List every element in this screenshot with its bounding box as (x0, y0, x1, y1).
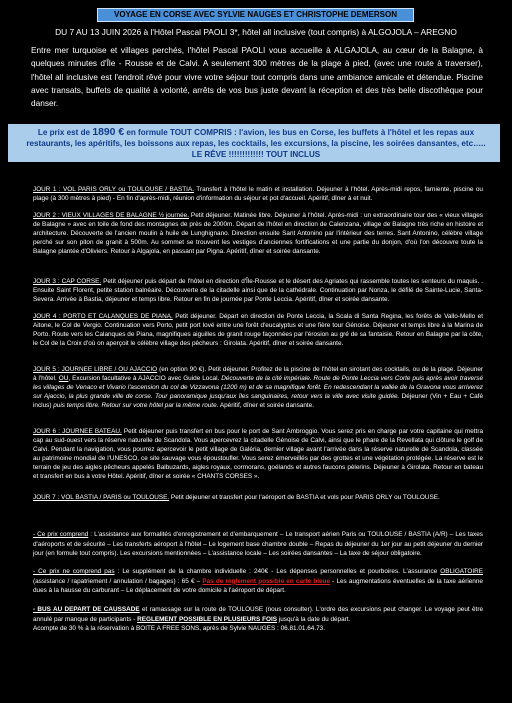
day-7-text: Petit déjeuner et transfert pour l'aéroport de BASTIA et vols pour PARIS ORLY ou TOULOUSE. (169, 494, 440, 501)
day-1-text: Transfert à l'hôtel le matin et installation. Déjeuner à l'hôtel. Après-midi repos, farniente, piscine ou plage (à 300 mètres à pied) - En fin d'après-midi, réunion d'information du séjour et pot d'accueil. Apéritif, dîner à et nuit. (33, 186, 483, 202)
day-3 (33, 278, 483, 305)
deposit-info: Acompte de 30 % à la réservation à BOITE A FREE SONS, après de Sylvie NAUGES : 06.81.01.64.73. (33, 625, 325, 632)
bus-info-text-1: et ramassage sur la route de TOULOUSE (nous consulter). L'ordre des excursions peut changer. Le voyage peut être annulé par manque de participants - (33, 606, 483, 623)
day-2-text: Petit déjeuner. Matinée libre. Déjeuner à l'hôtel. Après-midi : un extraordinaire tour des « vieux villages de Balagne » avec en toile de fond des montagnes de près de 2000m. Départ de l'hôtel en direction de Calenzana, village de Balagne très riche en histoire et architecture. Découverte de l'ancien moulin à huile de Lunghignano. Direction ensuite Sant Antonino par l'intérieur des terres. Sant Antonino, célèbre village perché sur son piton de granit à 500m. Au sommet se trouvent les vestiges d'anciennes fortifications et une partie du donjon, d'où l'on découvre toute la Balagne plantée d'Oliviers. Retour à Algajola, en passant par Pigna. Apéritif, dîner et soirée dansante. (33, 212, 483, 255)
bus-info (33, 605, 483, 634)
day-6-text: Petit déjeuner puis transfert en bus pour le port de Sant Ambroggio. Vous serez pris en charge par votre capitaine qui mettra cap au sud-ouest vers la réserve naturelle de Scandola. Vous apercevrez la citadelle Génoise de Calvi, ainsi que le phare de la Revellata qui clôture le golf de Calvi. Pendant la navigation, vous pourrez apercevoir le petit village de Galéria, dernier village avant l'arrivée dans la réserve naturelle de Scandola, classée au patrimoine mondial de l'UNESCO, ce site sauvage vous époustoufler. Vous serez émerveillés par des grottes et une végétation protégée. La réserve est le terrain de jeu des aigles pêcheurs appelés Balbuzards, aigles royaux, cormorans, goélands et autres faucons pèlerins. Déjeuner à Girolata. Retour en bateau et transfert en bus à votre Hôtel. Apéritif, dîner et soirée « CHANTS CORSES ». (33, 428, 484, 480)
price-line-3: LE RÊVE !!!!!!!!!!!!! TOUT INCLUS (191, 150, 321, 159)
day-2 (33, 212, 483, 257)
day-4 (33, 313, 483, 349)
day-5-lunch: Déjeuner (Vin + Eau + Café inclus) (33, 392, 483, 409)
day-5-text: (en option 90 €). Petit déjeuner. Profitez de la piscine de l'hôtel en sirotant des cocktails, ou de la plage. Déjeuner à l'hôtel. (33, 366, 484, 382)
day-1 (33, 186, 483, 204)
day-5-or: OU (58, 374, 69, 382)
day-5-label: JOUR 5 : JOURNEE LIBRE / OU AJACCIO (33, 366, 158, 373)
price-line-1 (0, 127, 512, 138)
price-line-1-rest: en formule TOUT COMPRIS : l'avion, les bus en Corse, les buffets à l'hôtel et les repas aux (124, 128, 475, 137)
day-5-ajaccio-tour: Découverte de la cité impériale. Route de Ponte Leccia vers Corte puis après avoir traversé les villages de Venaco et Vivario l'ascension du col de Vizzavona (1200 m) et de sa magnifique forêt. En redescendant la vallée de la Gravona vous arriverez sur Ajaccio, la plus grande ville de corse. Tour panoramique jusqu'aux îles sanguinaires, retour vers la ville avec visite guidée. (33, 374, 483, 400)
installment-payment: REGLEMENT POSSIBLE EN PLUSIEURS FOIS (137, 615, 277, 623)
price-excludes-text-3: - Les augmentations éventuelles de la taxe aérienne dues à la hausse du carburant – Le déplacement de votre domicile à l'aéroport de départ. (33, 577, 483, 594)
bus-info-text-2: jusqu'à la date du départ. (277, 615, 351, 623)
day-6 (33, 428, 483, 482)
day-5-option: , Excursion facultative à AJACCIO avec Guide Local. (68, 374, 222, 382)
price-includes (33, 530, 483, 559)
day-7 (33, 494, 483, 503)
day-4-label: JOUR 4 : PORTO ET CALANQUES DE PIANA. (33, 313, 173, 320)
day-5-return: puis temps libre. Retour sur votre hôtel par la même route. (53, 401, 219, 409)
day-4-text: Petit déjeuner. Départ en direction de Ponte Leccia, la Scala di Santa Regina, les forêts de Vallo-Mello et Aitone, le Col de Vergio. Continuation vers Porto, petit port lové entre une forêt d'eucalyptus et une fière tour Génoise. Déjeuner et temps libre à la Marina de Porto. Route vers les Calanques de Piana, magnifiques aiguilles de granit rouge façonnées par l'érosion au gré de sa fantaisie. Retour en Balagne par la côte, le Col de la Croix d'où on aperçoit le célèbre village des pêcheurs : Girolata. Apéritif, dîner et soirée dansante. (33, 313, 483, 347)
day-7-label: JOUR 7 : VOL BASTIA / PARIS ou TOULOUSE. (33, 494, 170, 501)
price-prefix: Le prix est de (37, 128, 93, 137)
price-excludes (33, 567, 483, 596)
intro-paragraph: Entre mer turquoise et villages perchés, l'hôtel Pascal PAOLI vous accueille à ALGAJOLA, au cœur de la Balagne, à quelques minutes d'Île - Rousse et de Calvi. A seulement 300 mètres de la plage à pied, (avec une route à traverser), l'hôtel all inclusive est l'endroit rêvé pour vivre votre séjour tout compris dans une ambiance amicale et détendue. Piscine avec transats, buffets de qualité à volonté, arrêts de vos bus juste devant la réception et des très belle discothèque pour danser. (31, 45, 483, 109)
bus-info-label: - BUS AU DEPART DE CAUSSADE (33, 606, 140, 613)
price-excludes-label: - Ce prix ne comprend pas (33, 568, 115, 575)
day-5 (33, 366, 483, 411)
price-includes-text: : L'assistance aux formalités d'enregistrement et d'embarquement – Le transport aérien Paris ou TOULOUSE / BASTIA (A/R) – Les taxes d'aéroports et de sécurité – Les transferts aéroport à l'hôtel – Le logement base chambre double – Repas du déjeuner du 1er jour au petit déjeuner du dernier jour (en formule tout compris). Les excursions mentionnées – L'assistance locale – Les soirées dansantes – La taxe de séjour obligatoire. (33, 531, 483, 557)
day-2-label: JOUR 2 : VIEUX VILLAGES DE BALAGNE ½ journée. (33, 212, 189, 219)
insurance-mandatory: OBLIGATOIRE (440, 568, 483, 575)
price-amount: 1890 € (92, 127, 125, 138)
day-5-evening: Apéritif, dîner et soirée dansante. (218, 401, 314, 409)
price-excludes-text-1: : Le supplément de la chambre individuelle : 240€ - Les dépenses personnelles et pourboires. L'assurance (114, 568, 441, 575)
day-6-label: JOUR 6 : JOURNEE BATEAU. (33, 428, 122, 435)
day-3-text: Petit déjeuner puis départ de l'hôtel en direction d'Île-Rousse et le désert des Agriates qui rassemble toutes les senteurs du maquis. . Ensuite Saint Florent, petite station balnéaire. Découverte de la citadelle ainsi que de la cathédrale. Continuation par Nonza, le défilé de Sainte-Lucie, Santa-Severa. Arrivée à Bastia, déjeuner et temps libre. Retour en fin de journée par Ponte Leccia. Apéritif, dîner et soirée dansante. (33, 278, 483, 303)
price-excludes-text-2: (assistance / rapatriement / annulation / bagages) : 65 € – (33, 577, 203, 585)
day-3-label: JOUR 3 : CAP CORSE. (33, 278, 102, 285)
trip-dates-subtitle: DU 7 AU 13 JUIN 2026 à l'Hôtel Pascal PAOLI 3*, hôtel all inclusive (tout compris) à ALGOJOLA – AREGNO (55, 27, 457, 37)
price-text (0, 127, 512, 160)
no-card-payment-warning: Pas de règlement possible en carte bleue (202, 577, 331, 585)
page-title: VOYAGE EN CORSE AVEC SYLVIE NAUGES ET CHRISTOPHE DEMERSON (97, 8, 414, 22)
price-line-2: restaurants, les apéritifs, les boissons aux repas, les cocktails, les excursions, la piscine, les soirées dansantes, etc….. (26, 139, 486, 148)
price-includes-label: - Ce prix comprend (33, 531, 89, 538)
day-1-label: JOUR 1 : VOL PARIS ORLY ou TOULOUSE / BASTIA. (33, 186, 194, 193)
